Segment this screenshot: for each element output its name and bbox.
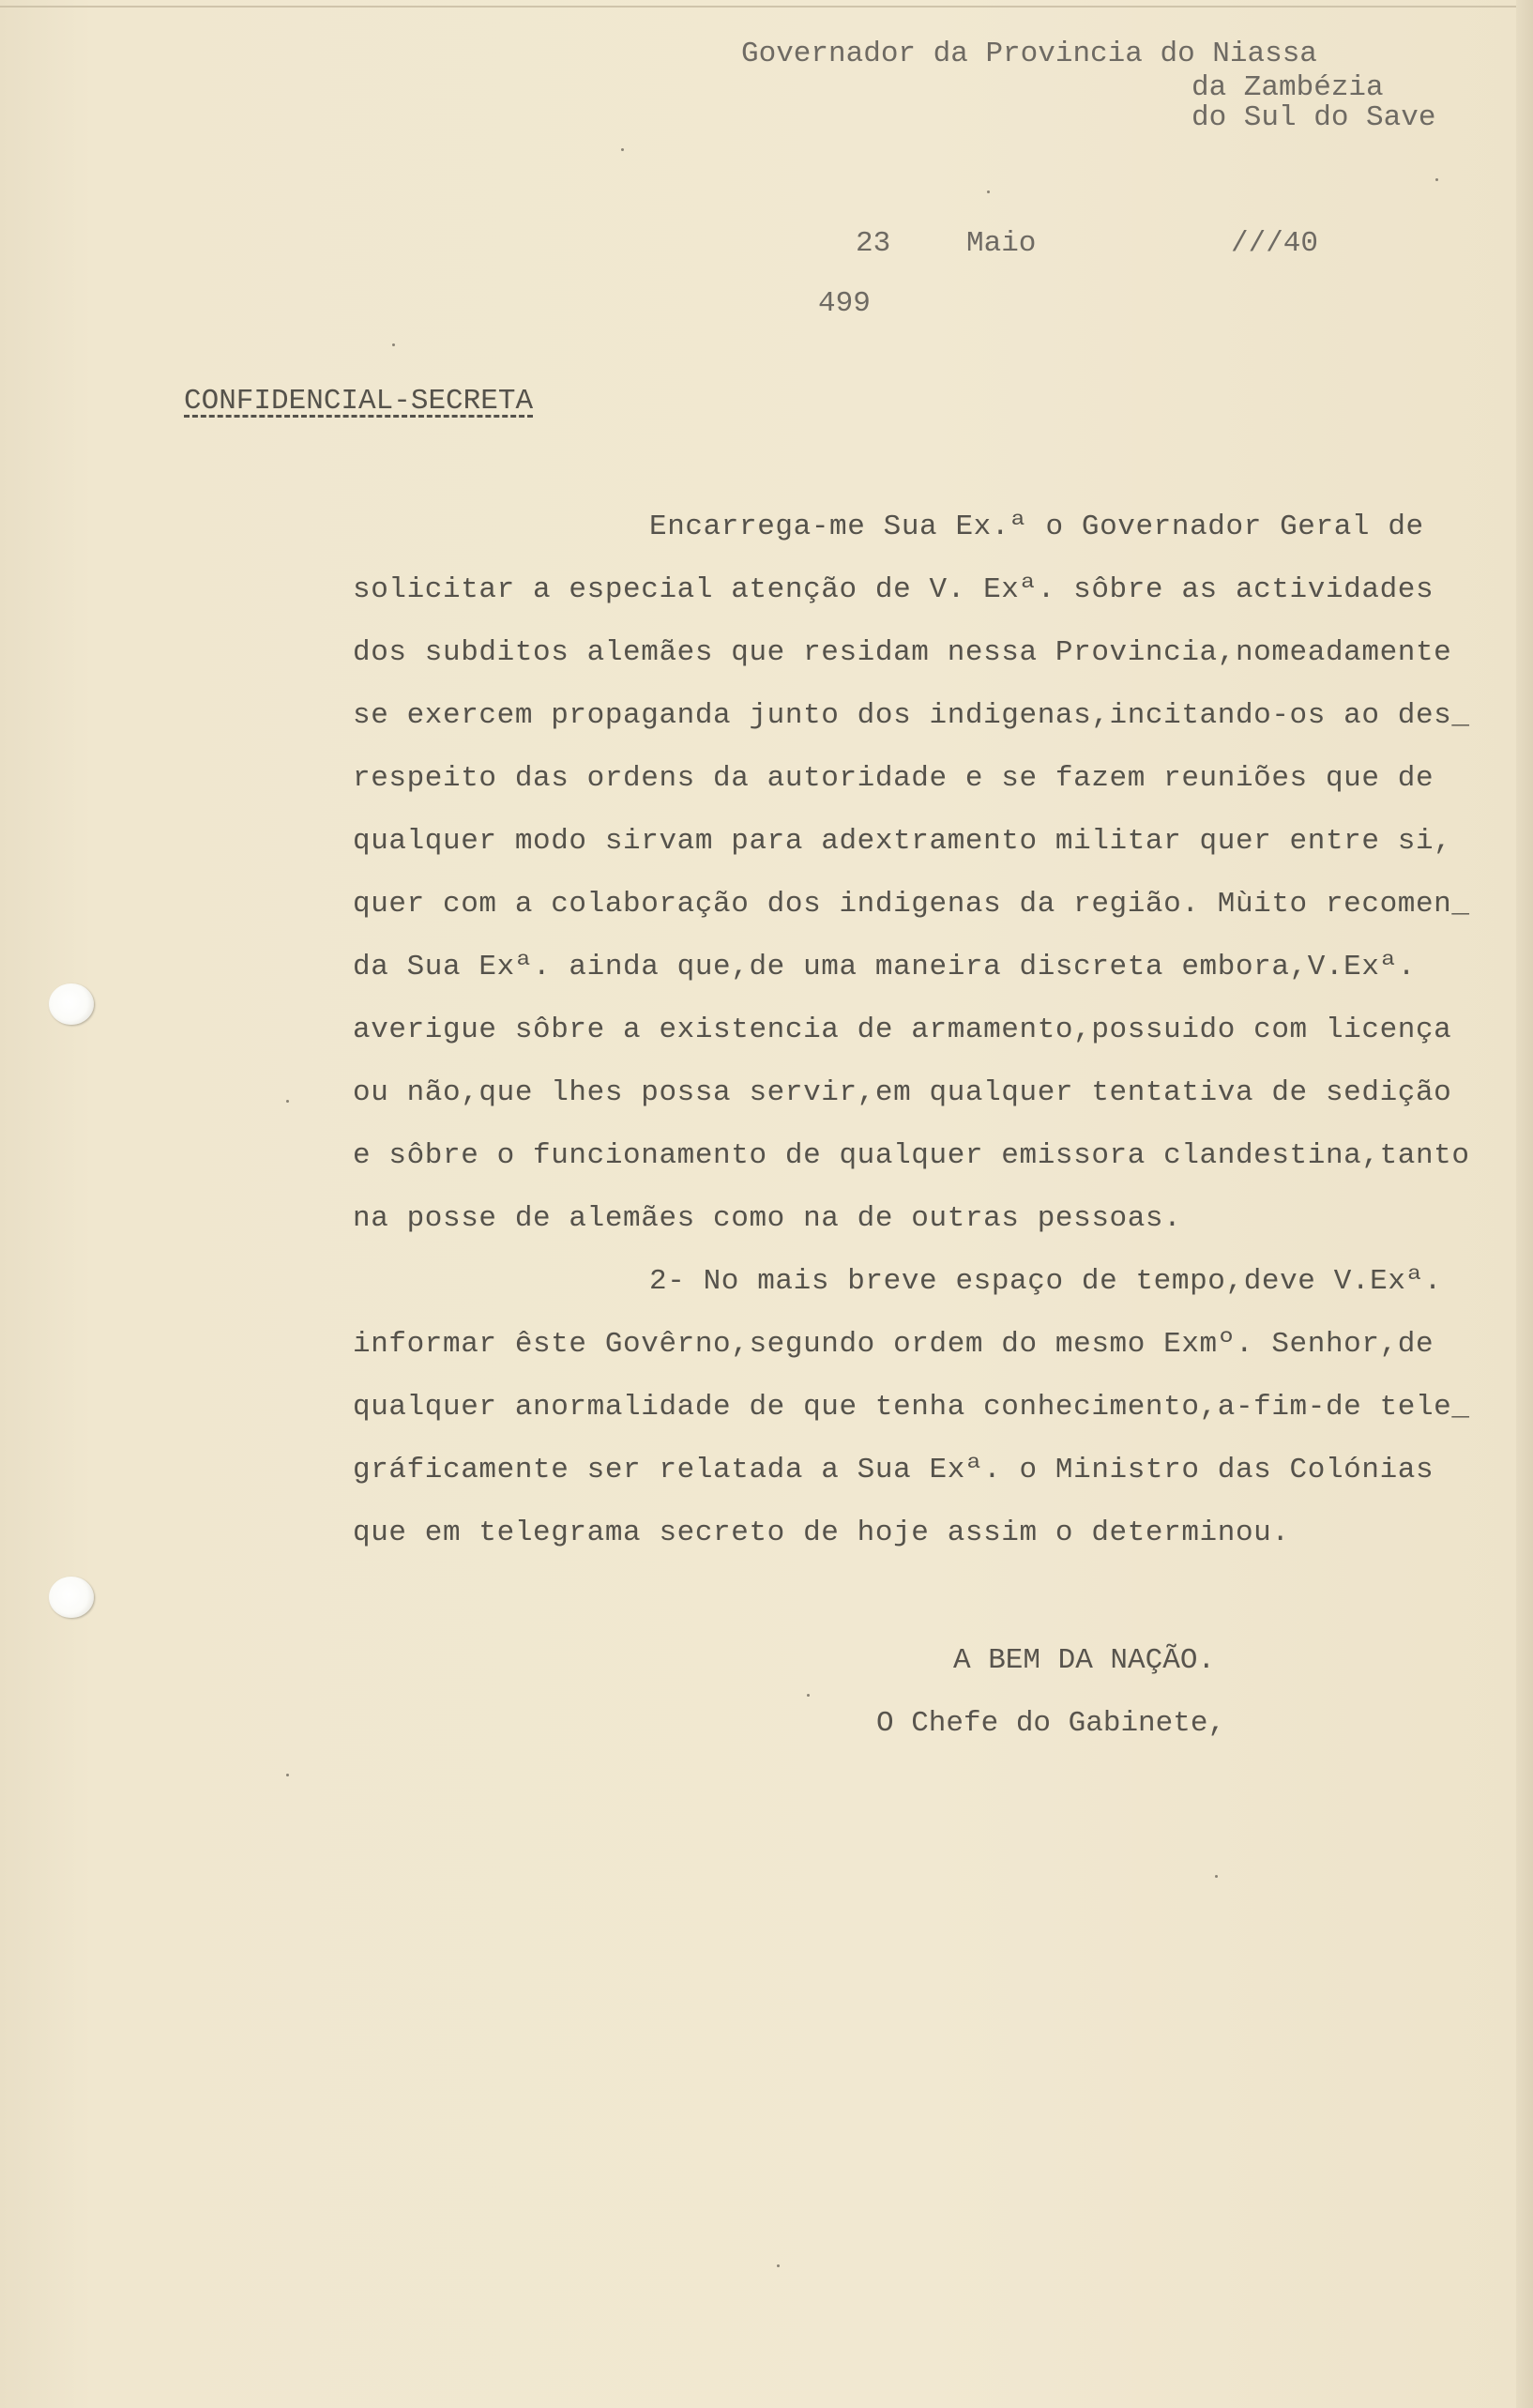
date-month: Maio xyxy=(966,227,1037,260)
body-line: que em telegrama secreto de hoje assim o determinou. xyxy=(353,1516,1290,1549)
body-line: se exercem propaganda junto dos indigenas,incitando-os ao des_ xyxy=(353,699,1470,732)
paper-speck xyxy=(1215,1875,1218,1878)
closing-signatory: O Chefe do Gabinete, xyxy=(876,1707,1226,1740)
letterhead-line: da Zambézia xyxy=(1191,71,1384,104)
body-line: solicitar a especial atenção de V. Exª. sôbre as actividades xyxy=(353,573,1434,606)
punch-hole xyxy=(49,1577,94,1618)
letterhead-line: Governador da Provincia do Niassa xyxy=(741,38,1317,70)
classification-heading: CONFIDENCIAL-SECRETA xyxy=(184,385,534,418)
date-year: ///40 xyxy=(1231,227,1319,260)
paper-speck xyxy=(392,343,395,346)
punch-hole xyxy=(49,983,94,1025)
reference-number: 499 xyxy=(818,287,871,320)
body-line: 2- No mais breve espaço de tempo,deve V.Exª. xyxy=(649,1265,1442,1298)
body-line: quer com a colaboração dos indigenas da região. Mùito recomen_ xyxy=(353,888,1470,921)
paper-speck xyxy=(286,1100,289,1103)
body-line: da Sua Exª. ainda que,de uma maneira discreta embora,V.Exª. xyxy=(353,951,1416,983)
body-line: averigue sôbre a existencia de armamento,possuido com licença xyxy=(353,1013,1452,1046)
body-line: dos subditos alemães que residam nessa Provincia,nomeadamente xyxy=(353,636,1452,669)
date-day: 23 xyxy=(856,227,891,260)
closing-salutation: A BEM DA NAÇÃO. xyxy=(953,1644,1216,1677)
body-line: informar êste Govêrno,segundo ordem do mesmo Exmº. Senhor,de xyxy=(353,1328,1434,1361)
paper-speck xyxy=(1435,178,1438,181)
body-line: Encarrega-me Sua Ex.ª o Governador Geral de xyxy=(649,511,1424,543)
paper-speck xyxy=(807,1694,810,1697)
page-top-edge xyxy=(0,6,1533,8)
body-line: ou não,que lhes possa servir,em qualquer tentativa de sedição xyxy=(353,1076,1452,1109)
paper-speck xyxy=(777,2264,780,2267)
body-line: e sôbre o funcionamento de qualquer emissora clandestina,tanto xyxy=(353,1139,1470,1172)
paper-speck xyxy=(286,1774,289,1776)
body-line: respeito das ordens da autoridade e se fazem reuniões que de xyxy=(353,762,1434,795)
letterhead-line: do Sul do Save xyxy=(1191,101,1436,134)
body-line: gráficamente ser relatada a Sua Exª. o Ministro das Colónias xyxy=(353,1454,1434,1486)
paper-speck xyxy=(987,191,990,193)
page-right-edge xyxy=(1516,0,1533,2408)
body-line: qualquer modo sirvam para adextramento militar quer entre si, xyxy=(353,825,1452,858)
body-line: qualquer anormalidade de que tenha conhecimento,a-fim-de tele_ xyxy=(353,1391,1470,1424)
body-line: na posse de alemães como na de outras pessoas. xyxy=(353,1202,1182,1235)
paper-speck xyxy=(621,148,624,151)
